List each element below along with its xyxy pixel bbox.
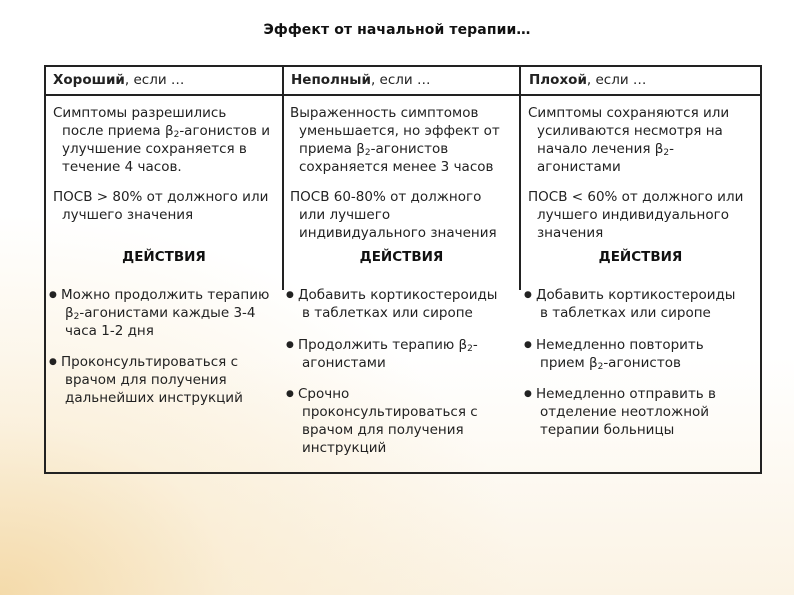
bullet-icon: ●: [286, 389, 294, 399]
header-divider-2: [519, 67, 521, 94]
action-partial-3: ● Срочно проконсультироваться с врачом для получения инструкций: [286, 386, 478, 456]
actions-title-good: ДЕЙСТВИЯ: [122, 249, 206, 265]
header-good: Хороший, если …: [53, 72, 185, 88]
symptoms-partial: Выраженность симптомов уменьшается, но эффект от приема $\beta_2$-агонистов сохраняется менее 3 часов: [290, 105, 500, 175]
symptoms-good: Симптомы разрешились после приема $\beta_2$-агонистов и улучшение сохраняется в течение 4 часов.: [53, 105, 270, 175]
bullet-icon: ●: [524, 389, 532, 399]
action-partial-1: ● Добавить кортикостероиды в таблетках или сиропе: [286, 287, 498, 321]
action-poor-3: ● Немедленно отправить в отделение неотложной терапии больницы: [524, 386, 717, 438]
action-good-2: ● Проконсультироваться с врачом для получения дальнейших инструкций: [49, 354, 243, 406]
page-title: Эффект от начальной терапии…: [263, 22, 531, 38]
header-partial: Неполный, если …: [291, 72, 431, 88]
bullet-icon: ●: [524, 340, 532, 350]
header-divider-1: [282, 67, 284, 94]
posv-good: ПОСВ > 80% от должного или лучшего значения: [53, 189, 269, 223]
action-poor-2: ● Немедленно повторить прием $\beta_2$-агонистов: [524, 337, 704, 372]
header-poor: Плохой, если …: [529, 72, 647, 88]
bullet-icon: ●: [286, 340, 294, 350]
symptoms-poor: Симптомы сохраняются или усиливаются несмотря на начало лечения $\beta_2-$ агонистами: [528, 105, 730, 175]
posv-poor: ПОСВ < 60% от должного или лучшего индивидуального значения: [528, 189, 744, 241]
posv-partial: ПОСВ 60-80% от должного или лучшего индивидуального значения: [290, 189, 497, 241]
bullet-icon: ●: [524, 290, 532, 300]
bullet-icon: ●: [49, 290, 57, 300]
actions-title-partial: ДЕЙСТВИЯ: [359, 249, 444, 265]
action-partial-2: ● Продолжить терапию $\beta_2-$ агонистами: [286, 337, 478, 371]
bullet-icon: ●: [286, 290, 294, 300]
action-good-1: ● Можно продолжить терапию $\beta_2$-агонистами каждые 3-4 часа 1-2 дня: [49, 287, 270, 339]
header-divider: [46, 94, 760, 96]
actions-title-poor: ДЕЙСТВИЯ: [598, 249, 683, 265]
bullet-icon: ●: [49, 357, 57, 367]
action-poor-1: ● Добавить кортикостероиды в таблетках или сиропе: [524, 287, 736, 321]
